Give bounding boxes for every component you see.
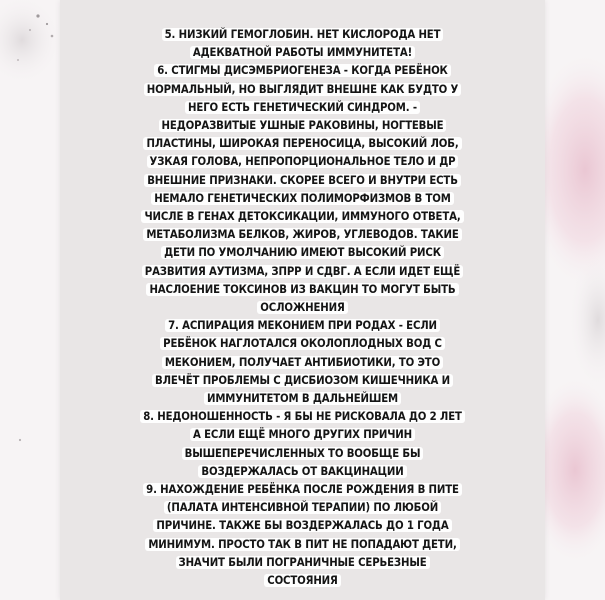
text-line: РЕБЁНОК НАГЛОТАЛСЯ ОКОЛОПЛОДНЫХ ВОД С: [60, 335, 545, 353]
grey-splash-left: [0, 0, 62, 441]
text-line: СОСТОЯНИЯ: [60, 572, 545, 590]
text-line: 7. АСПИРАЦИЯ МЕКОНИЕМ ПРИ РОДАХ - ЕСЛИ: [60, 317, 545, 335]
text-line: А ЕСЛИ ЕЩЁ МНОГО ДРУГИХ ПРИЧИН: [60, 426, 545, 444]
text-line: ВЫШЕПЕРЕЧИСЛЕННЫХ ТО ВООБЩЕ БЫ: [60, 445, 545, 463]
text-line: УЗКАЯ ГОЛОВА, НЕПРОПОРЦИОНАЛЬНОЕ ТЕЛО И ДР: [60, 153, 545, 171]
text-line: НАСЛОЕНИЕ ТОКСИНОВ ИЗ ВАКЦИН ТО МОГУТ БЫТЬ: [60, 281, 545, 299]
text-line: ПЛАСТИНЫ, ШИРОКАЯ ПЕРЕНОСИЦА, ВЫСОКИЙ ЛОБ,: [60, 135, 545, 153]
text-line: (ПАЛАТА ИНТЕНСИВНОЙ ТЕРАПИИ) ПО ЛЮБОЙ: [60, 499, 545, 517]
text-line: МЕТАБОЛИЗМА БЕЛКОВ, ЖИРОВ, УГЛЕВОДОВ. ТАКИЕ: [60, 226, 545, 244]
text-line: НЕГО ЕСТЬ ГЕНЕТИЧЕСКИЙ СИНДРОМ. -: [60, 99, 545, 117]
text-line: ЧИСЛЕ В ГЕНАХ ДЕТОКСИКАЦИИ, ИММУНОГО ОТВЕТА,: [60, 208, 545, 226]
text-line: ДЕТИ ПО УМОЛЧАНИЮ ИМЕЮТ ВЫСОКИЙ РИСК: [60, 244, 545, 262]
text-line: 9. НАХОЖДЕНИЕ РЕБЁНКА ПОСЛЕ РОЖДЕНИЯ В ПИТЕ: [60, 481, 545, 499]
text-line: 8. НЕДОНОШЕННОСТЬ - Я БЫ НЕ РИСКОВАЛА ДО 2 ЛЕТ: [60, 408, 545, 426]
story-text: [60, 26, 545, 590]
text-line: ВНЕШНИЕ ПРИЗНАКИ. СКОРЕЕ ВСЕГО И ВНУТРИ ЕСТЬ: [60, 172, 545, 190]
text-line: ВЛЕЧЁТ ПРОБЛЕМЫ С ДИСБИОЗОМ КИШЕЧНИКА И: [60, 372, 545, 390]
text-line: ЗНАЧИТ БЫЛИ ПОГРАНИЧНЫЕ СЕРЬЕЗНЫЕ: [60, 554, 545, 572]
text-line: ОСЛОЖНЕНИЯ: [60, 299, 545, 317]
text-line: ИММУНИТЕТОМ В ДАЛЬНЕЙШЕМ: [60, 390, 545, 408]
text-line: АДЕКВАТНОЙ РАБОТЫ ИММУНИТЕТА!: [60, 44, 545, 62]
text-line: НЕДОРАЗВИТЫЕ УШНЫЕ РАКОВИНЫ, НОГТЕВЫЕ: [60, 117, 545, 135]
text-line: ПРИЧИНЕ. ТАКЖЕ БЫ ВОЗДЕРЖАЛАСЬ ДО 1 ГОДА: [60, 517, 545, 535]
text-line: НЕМАЛО ГЕНЕТИЧЕСКИХ ПОЛИМОРФИЗМОВ В ТОМ: [60, 190, 545, 208]
text-line: РАЗВИТИЯ АУТИЗМА, ЗПРР И СДВГ. А ЕСЛИ ИДЕТ ЕЩЁ: [60, 263, 545, 281]
text-line: 6. СТИГМЫ ДИСЭМБРИОГЕНЕЗА - КОГДА РЕБЁНОК: [60, 62, 545, 80]
text-line: НОРМАЛЬНЫЙ, НО ВЫГЛЯДИТ ВНЕШНЕ КАК БУДТО У: [60, 81, 545, 99]
text-line: МИНИМУМ. ПРОСТО ТАК В ПИТ НЕ ПОПАДАЮТ ДЕТИ,: [60, 536, 545, 554]
text-line: 5. НИЗКИЙ ГЕМОГЛОБИН. НЕТ КИСЛОРОДА НЕТ: [60, 26, 545, 44]
text-line: МЕКОНИЕМ, ПОЛУЧАЕТ АНТИБИОТИКИ, ТО ЭТО: [60, 354, 545, 372]
text-line: ВОЗДЕРЖАЛАСЬ ОТ ВАКЦИНАЦИИ: [60, 463, 545, 481]
